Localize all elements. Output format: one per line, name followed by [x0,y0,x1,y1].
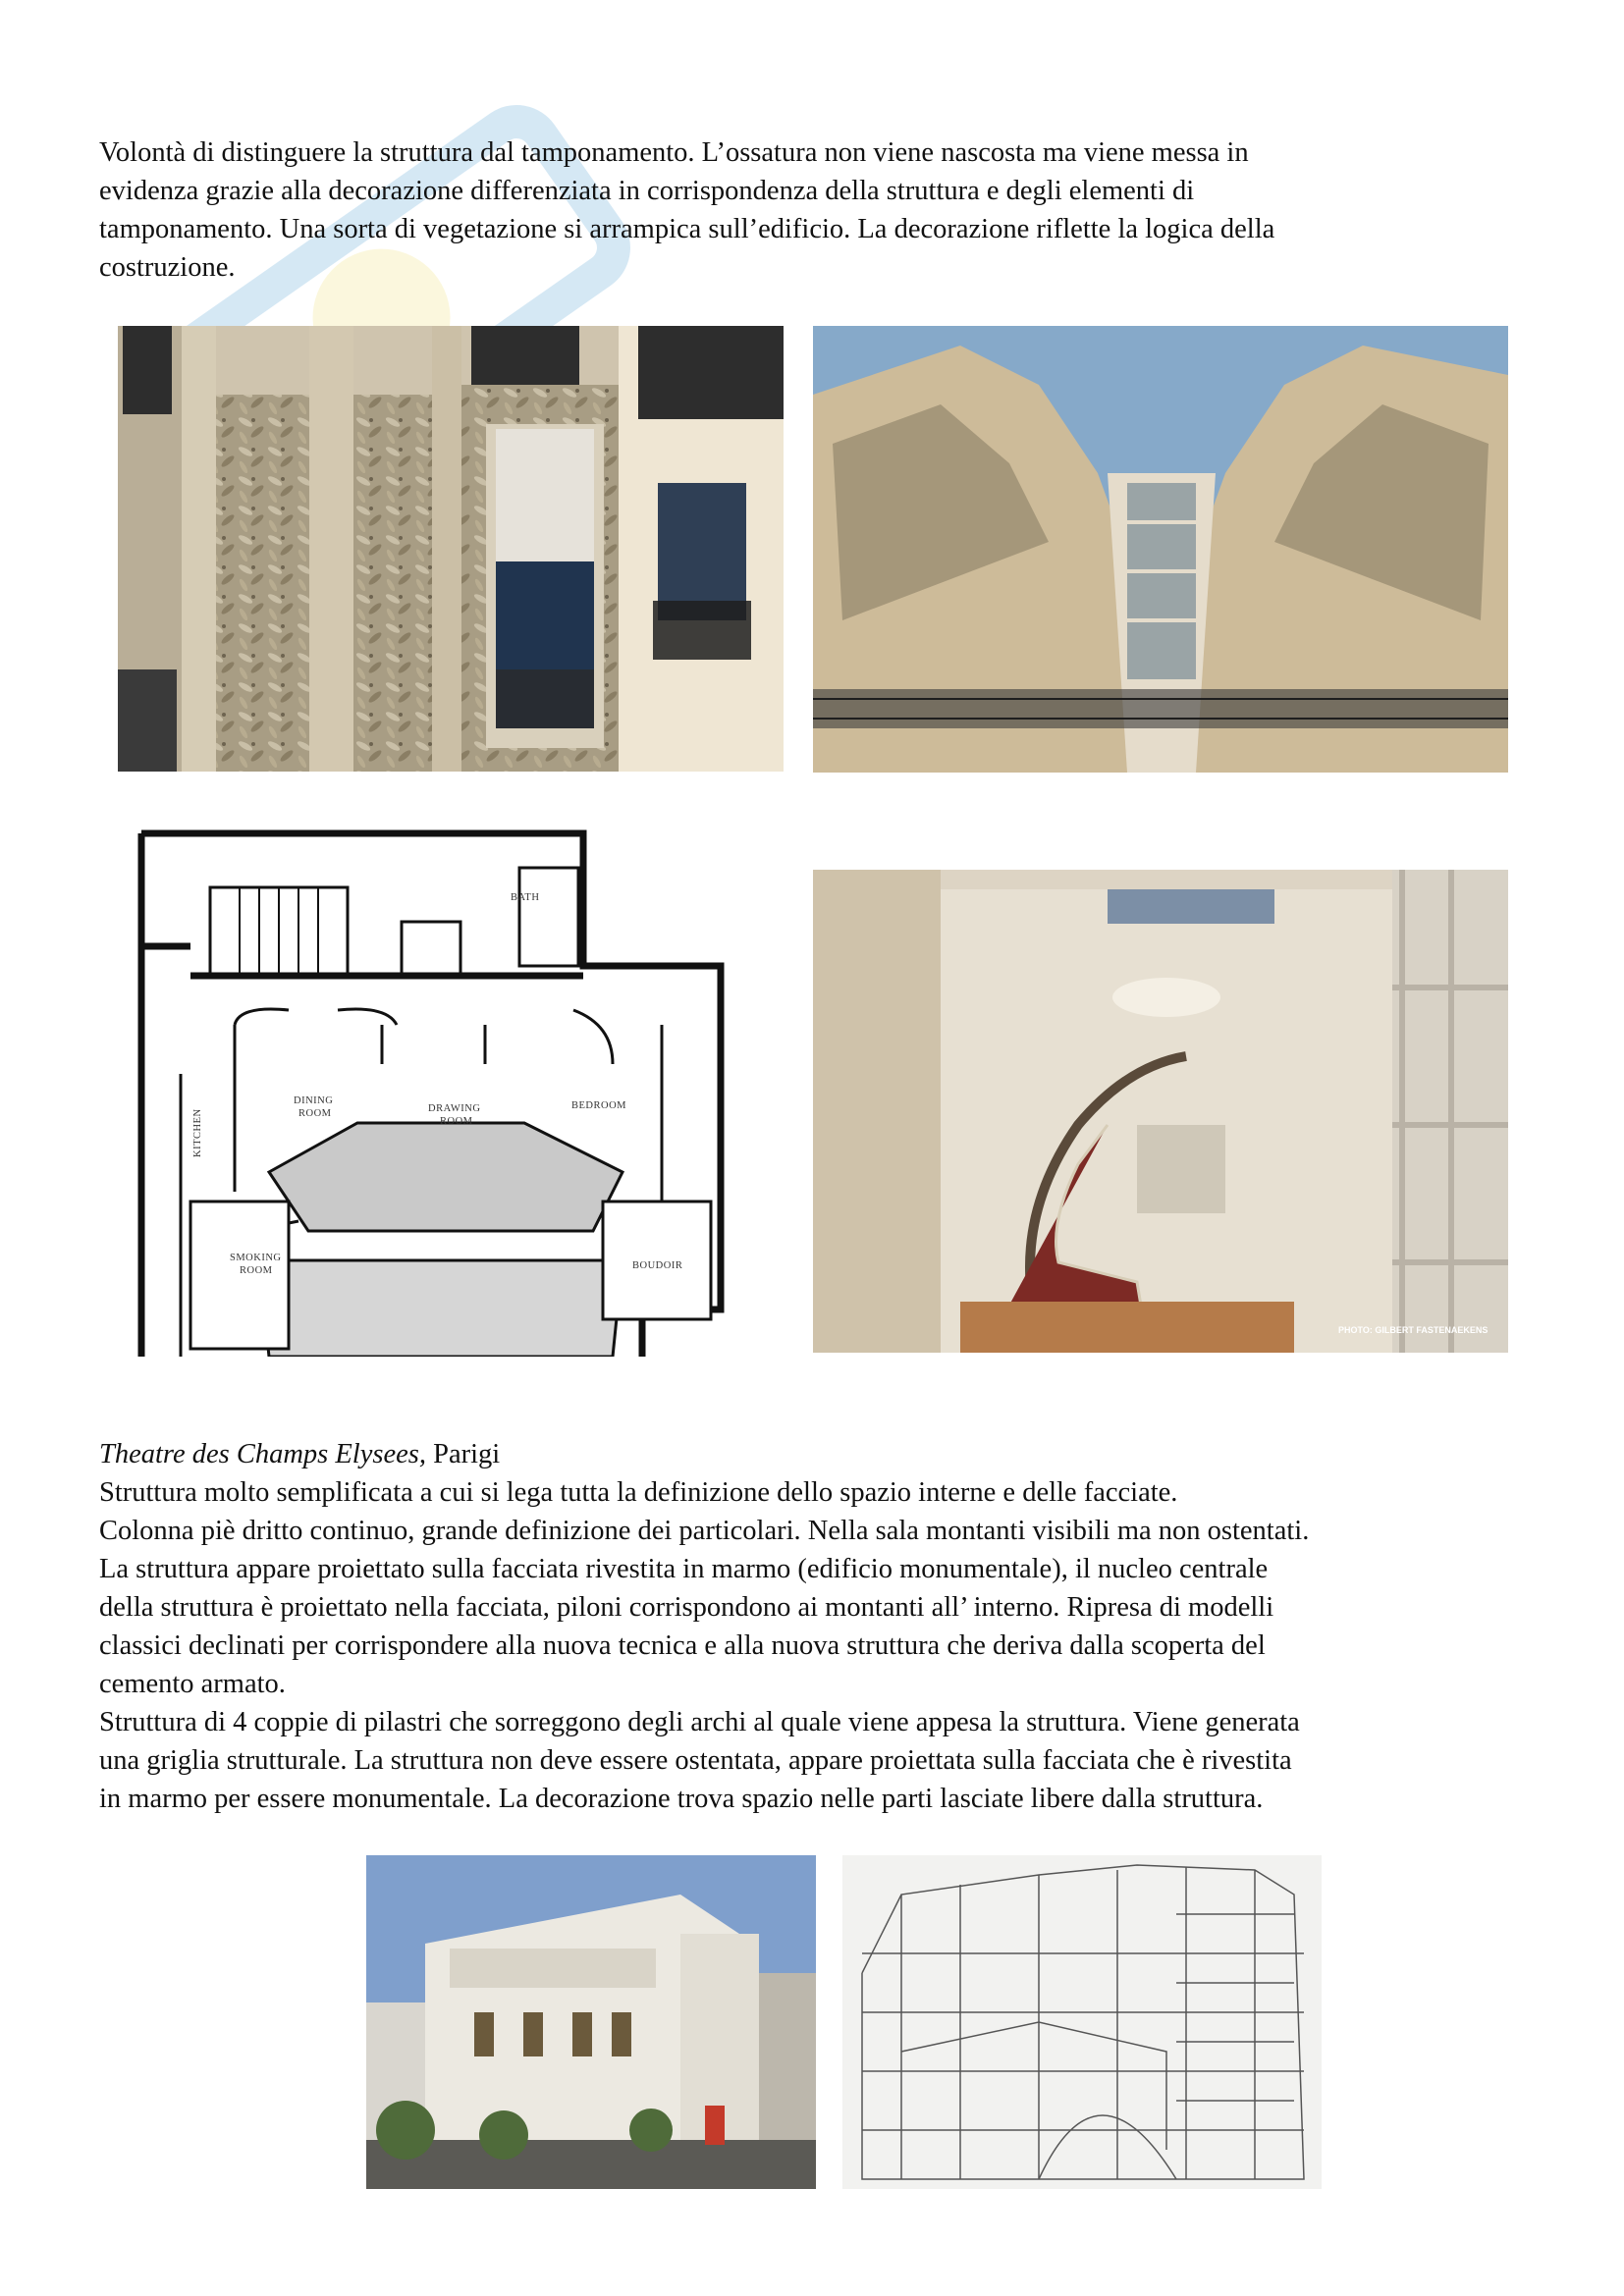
theatre-line: La struttura appare proiettato sulla facciata rivestita in marmo (edificio monumentale), il nucleo centrale [99,1554,1269,1584]
intro-line: costruzione. [99,252,236,283]
plan-label-boudoir: BOUDOIR [632,1260,683,1271]
section-title [99,1435,1543,1473]
theatre-line: una griglia strutturale. La struttura non deve essere ostentata, appare proiettata sulla facciata che è rivestita [99,1745,1292,1776]
theatre-line: in marmo per essere monumentale. La decorazione trova spazio nelle parti lasciate libere dalla struttura. [99,1784,1264,1814]
building-upward-photo [813,326,1508,773]
theatre-line: Colonna piè dritto continuo, grande definizione dei particolari. Nella sala montanti visibili ma non ostentati. [99,1516,1310,1546]
photo-credit: PHOTO: GILBERT FASTENAEKENS [1338,1325,1489,1335]
plan-label-smoking-room: ROOM [240,1265,273,1276]
floor-plan-drawing [132,828,764,1357]
plan-label-smoking: SMOKING [230,1253,282,1263]
section-title-italic: Theatre des Champs Elysees, [99,1439,426,1469]
plan-label-bedroom: BEDROOM [571,1100,627,1111]
plan-label-dining-room: ROOM [298,1108,332,1119]
plan-label-dining: DINING [294,1095,334,1106]
intro-line: evidenza grazie alla decorazione differenziata in corrispondenza della struttura e degli elementi di [99,176,1195,206]
staircase-photo [813,870,1508,1353]
plan-label-drawing: DRAWING [428,1103,481,1114]
theatre-line: cemento armato. [99,1669,286,1699]
theatre-section-drawing [842,1855,1322,2189]
plan-label-drawing-room: ROOM [440,1116,473,1127]
intro-line: Volontà di distinguere la struttura dal tamponamento. L’ossatura non viene nascosta ma viene messa in [99,137,1249,168]
theatre-section [99,1435,1543,1818]
intro-paragraph [99,133,1543,287]
plan-label-bath: BATH [511,892,540,903]
theatre-exterior-photo [366,1855,816,2189]
facade-detail-photo [118,326,784,772]
intro-line: tamponamento. Una sorta di vegetazione si arrampica sull’edificio. La decorazione riflette la logica della [99,214,1275,244]
section-title-place: Parigi [425,1439,501,1469]
theatre-line: classici declinati per corrispondere alla nuova tecnica e alla nuova struttura che deriva dalla scoperta del [99,1630,1266,1661]
plan-label-kitchen: KITCHEN [192,1108,203,1157]
theatre-line: Struttura di 4 coppie di pilastri che sorreggono degli archi al quale viene appesa la struttura. Viene generata [99,1707,1300,1737]
theatre-line: della struttura è proiettato nella facciata, piloni corrispondono ai montanti all’ interno. Ripresa di modelli [99,1592,1274,1623]
theatre-line: Struttura molto semplificata a cui si lega tutta la definizione dello spazio interne e delle facciate. [99,1477,1178,1508]
